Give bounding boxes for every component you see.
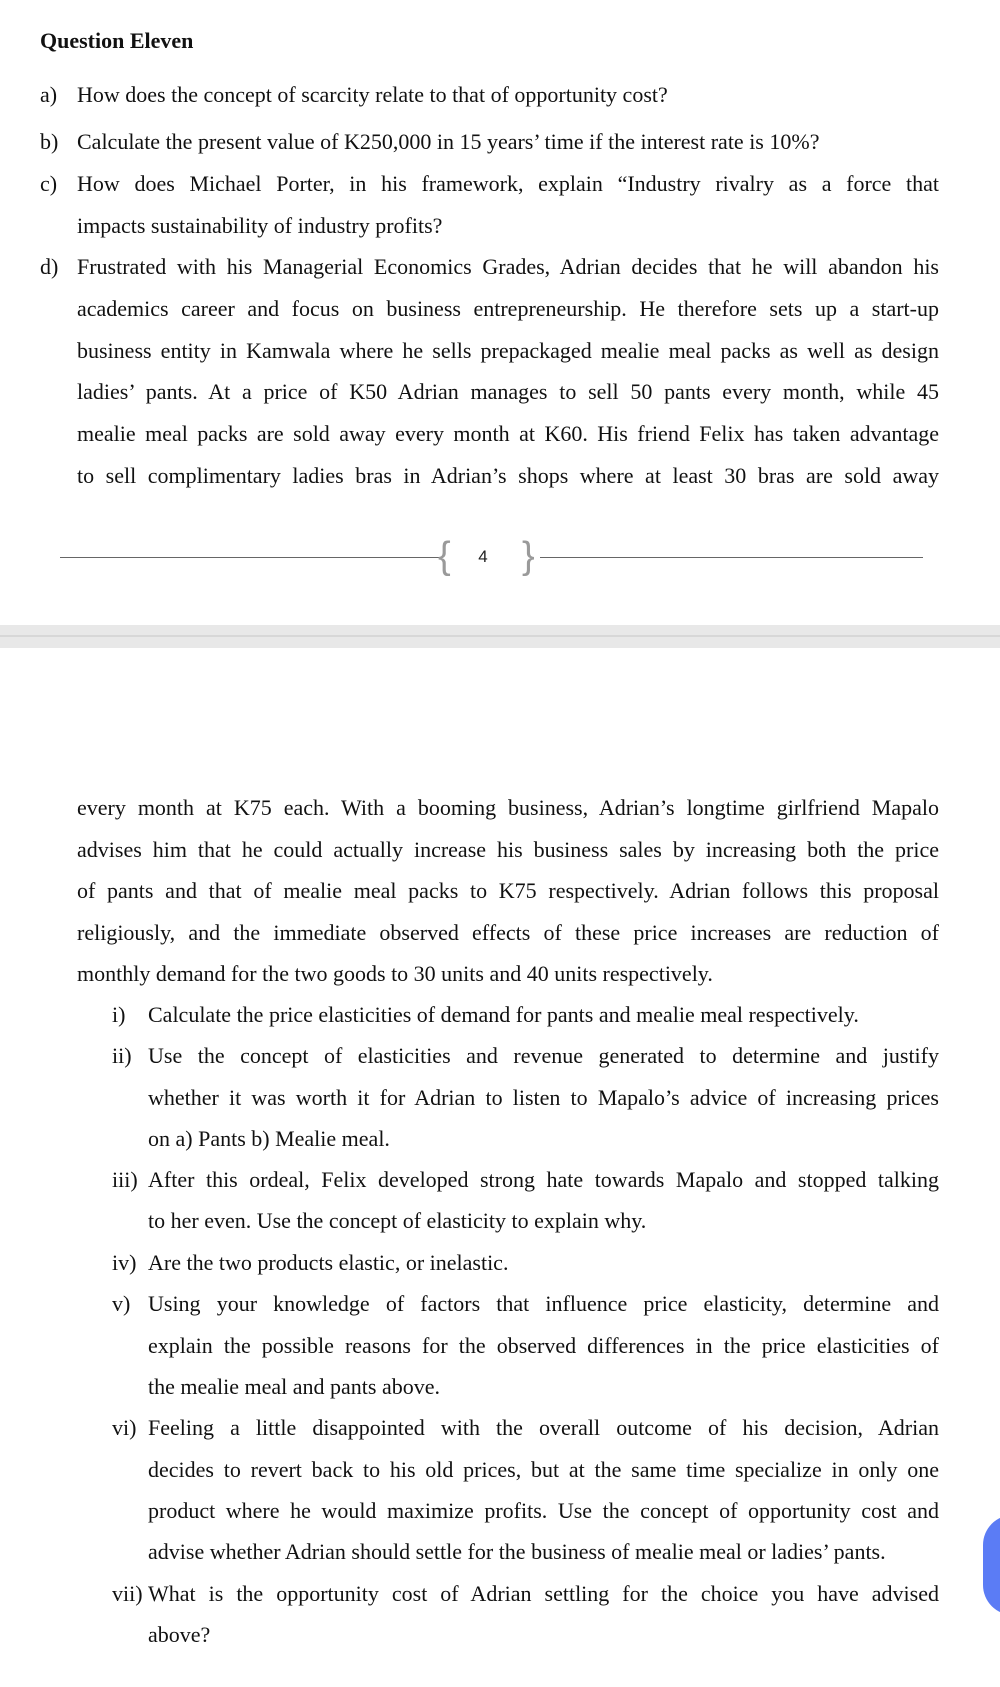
subitem-marker-vi: vi) (112, 1415, 137, 1440)
subitem-marker-iv: iv) (112, 1250, 137, 1275)
subitem-iii-line: to her even. Use the concept of elasticity to explain why. (148, 1208, 647, 1233)
footer-rule-left (60, 557, 443, 558)
subitem-ii-line: whether it was worth it for Adrian to listen to Mapalo’s advice of increasing prices (148, 1085, 939, 1110)
question-d-line: to sell complimentary ladies bras in Adrian’s shops where at least 30 bras are sold away (77, 463, 939, 488)
subitem-vi-line: decides to revert back to his old prices, but at the same time specialize in only one (148, 1457, 939, 1482)
page-separator (0, 625, 1000, 648)
item-marker-d: d) (40, 254, 59, 279)
subitem-vi-line: advise whether Adrian should settle for the business of mealie meal or ladies’ pants. (148, 1539, 886, 1564)
footer-rule-right (540, 557, 923, 558)
question-d-line: business entity in Kamwala where he sells prepackaged mealie meal packs as well as design (77, 338, 939, 363)
continuation-line: monthly demand for the two goods to 30 units and 40 units respectively. (77, 961, 713, 986)
subitem-marker-v: v) (112, 1291, 131, 1316)
right-brace-icon: } (522, 535, 535, 577)
subitem-marker-iii: iii) (112, 1167, 138, 1192)
question-d-line: ladies’ pants. At a price of K50 Adrian manages to sell 50 pants every month, while 45 (77, 379, 939, 404)
subitem-ii-line: Use the concept of elasticities and revenue generated to determine and justify (148, 1043, 939, 1068)
subitem-marker-i: i) (112, 1002, 126, 1027)
question-d-line: Frustrated with his Managerial Economics Grades, Adrian decides that he will abandon his (77, 254, 939, 279)
continuation-line: religiously, and the immediate observed effects of these price increases are reduction of (77, 920, 939, 945)
subitem-vii-line: above? (148, 1622, 211, 1647)
item-marker-a: a) (40, 82, 58, 107)
question-c-line: impacts sustainability of industry profits? (77, 213, 443, 238)
question-b-line: Calculate the present value of K250,000 in 15 years’ time if the interest rate is 10%? (77, 129, 820, 154)
subitem-v-line: the mealie meal and pants above. (148, 1374, 440, 1399)
question-heading: Question Eleven (40, 28, 194, 53)
left-brace-icon: { (438, 535, 451, 577)
item-marker-b: b) (40, 129, 59, 154)
question-c-line: How does Michael Porter, in his framework, explain “Industry rivalry as a force that (77, 171, 939, 196)
continuation-line: of pants and that of mealie meal packs to K75 respectively. Adrian follows this proposal (77, 878, 939, 903)
subitem-vi-line: Feeling a little disappointed with the overall outcome of his decision, Adrian (148, 1415, 939, 1440)
subitem-vi-line: product where he would maximize profits. Use the concept of opportunity cost and (148, 1498, 939, 1523)
subitem-marker-ii: ii) (112, 1043, 132, 1068)
document-page-2 (0, 648, 1000, 1687)
subitem-iv-line: Are the two products elastic, or inelastic. (148, 1250, 509, 1275)
question-d-line: mealie meal packs are sold away every month at K60. His friend Felix has taken advantage (77, 421, 939, 446)
continuation-line: every month at K75 each. With a booming business, Adrian’s longtime girlfriend Mapalo (77, 795, 939, 820)
subitem-v-line: explain the possible reasons for the observed differences in the price elasticities of (148, 1333, 939, 1358)
subitem-vii-line: What is the opportunity cost of Adrian settling for the choice you have advised (148, 1581, 939, 1606)
item-marker-c: c) (40, 171, 58, 196)
subitem-i-line: Calculate the price elasticities of demand for pants and mealie meal respectively. (148, 1002, 859, 1027)
subitem-v-line: Using your knowledge of factors that influence price elasticity, determine and (148, 1291, 939, 1316)
question-d-line: academics career and focus on business entrepreneurship. He therefore sets up a start-up (77, 296, 939, 321)
page-number: 4 (478, 547, 488, 566)
document-page-1 (0, 0, 1000, 625)
subitem-marker-vii: vii) (112, 1581, 143, 1606)
subitem-iii-line: After this ordeal, Felix developed strong hate towards Mapalo and stopped talking (148, 1167, 939, 1192)
subitem-ii-line: on a) Pants b) Mealie meal. (148, 1126, 390, 1151)
continuation-line: advises him that he could actually increase his business sales by increasing both the price (77, 837, 939, 862)
question-a-line: How does the concept of scarcity relate to that of opportunity cost? (77, 82, 668, 107)
